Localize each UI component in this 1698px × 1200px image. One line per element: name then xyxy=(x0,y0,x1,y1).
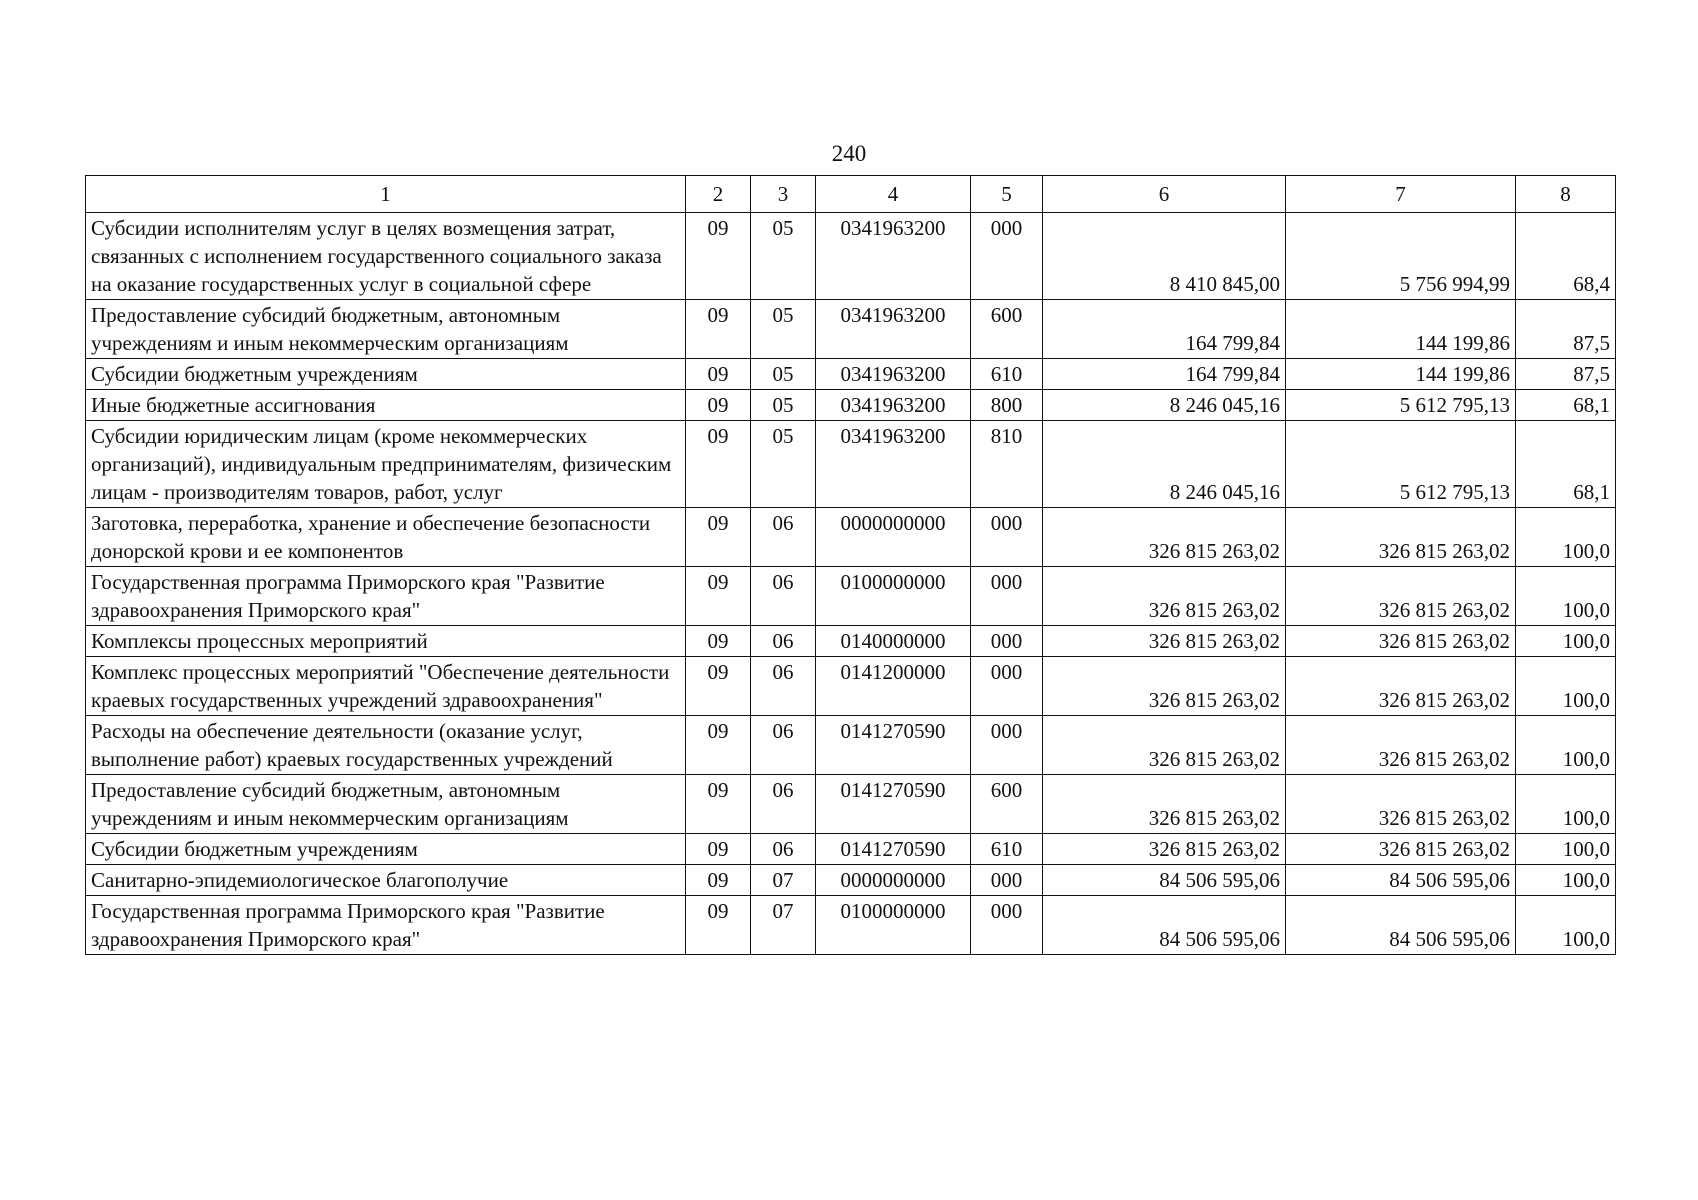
cell-section: 09 xyxy=(686,657,751,716)
cell-executed: 326 815 263,02 xyxy=(1286,716,1516,775)
cell-subsection: 06 xyxy=(751,657,816,716)
cell-section: 09 xyxy=(686,626,751,657)
cell-expense-type: 000 xyxy=(971,657,1043,716)
cell-target-article: 0141270590 xyxy=(816,834,971,865)
cell-percent: 100,0 xyxy=(1516,834,1616,865)
cell-expense-type: 810 xyxy=(971,421,1043,508)
table-row xyxy=(86,390,1616,421)
cell-planned: 8 246 045,16 xyxy=(1043,390,1286,421)
cell-expense-type: 000 xyxy=(971,567,1043,626)
cell-expense-type: 000 xyxy=(971,716,1043,775)
cell-name: Иные бюджетные ассигнования xyxy=(86,390,686,421)
cell-percent: 100,0 xyxy=(1516,567,1616,626)
cell-subsection: 05 xyxy=(751,213,816,300)
column-header-8: 8 xyxy=(1516,176,1616,213)
cell-percent: 100,0 xyxy=(1516,657,1616,716)
cell-target-article: 0000000000 xyxy=(816,865,971,896)
cell-executed: 326 815 263,02 xyxy=(1286,567,1516,626)
cell-target-article: 0141270590 xyxy=(816,775,971,834)
cell-target-article: 0100000000 xyxy=(816,896,971,955)
column-header-4: 4 xyxy=(816,176,971,213)
table-row xyxy=(86,834,1616,865)
cell-section: 09 xyxy=(686,300,751,359)
budget-table xyxy=(85,175,1616,955)
cell-planned: 164 799,84 xyxy=(1043,300,1286,359)
cell-planned: 326 815 263,02 xyxy=(1043,775,1286,834)
cell-percent: 100,0 xyxy=(1516,865,1616,896)
cell-executed: 326 815 263,02 xyxy=(1286,775,1516,834)
cell-planned: 326 815 263,02 xyxy=(1043,508,1286,567)
cell-executed: 144 199,86 xyxy=(1286,300,1516,359)
cell-percent: 100,0 xyxy=(1516,626,1616,657)
column-header-5: 5 xyxy=(971,176,1043,213)
cell-planned: 164 799,84 xyxy=(1043,359,1286,390)
cell-percent: 68,1 xyxy=(1516,421,1616,508)
table-row xyxy=(86,421,1616,508)
cell-executed: 326 815 263,02 xyxy=(1286,834,1516,865)
cell-section: 09 xyxy=(686,775,751,834)
cell-executed: 326 815 263,02 xyxy=(1286,626,1516,657)
cell-target-article: 0140000000 xyxy=(816,626,971,657)
cell-subsection: 06 xyxy=(751,508,816,567)
column-header-3: 3 xyxy=(751,176,816,213)
cell-section: 09 xyxy=(686,508,751,567)
cell-section: 09 xyxy=(686,390,751,421)
cell-subsection: 06 xyxy=(751,775,816,834)
table-header-row xyxy=(86,176,1616,213)
cell-planned: 84 506 595,06 xyxy=(1043,865,1286,896)
cell-percent: 68,4 xyxy=(1516,213,1616,300)
cell-expense-type: 600 xyxy=(971,300,1043,359)
cell-section: 09 xyxy=(686,896,751,955)
table-row xyxy=(86,865,1616,896)
cell-executed: 84 506 595,06 xyxy=(1286,896,1516,955)
cell-planned: 326 815 263,02 xyxy=(1043,716,1286,775)
cell-expense-type: 000 xyxy=(971,213,1043,300)
cell-percent: 100,0 xyxy=(1516,716,1616,775)
cell-executed: 5 612 795,13 xyxy=(1286,421,1516,508)
cell-section: 09 xyxy=(686,834,751,865)
cell-subsection: 05 xyxy=(751,421,816,508)
cell-subsection: 07 xyxy=(751,865,816,896)
cell-target-article: 0341963200 xyxy=(816,300,971,359)
column-header-1: 1 xyxy=(86,176,686,213)
cell-planned: 326 815 263,02 xyxy=(1043,626,1286,657)
cell-name: Расходы на обеспечение деятельности (оказание услуг, выполнение работ) краевых государственных учреждений xyxy=(86,716,686,775)
cell-planned: 326 815 263,02 xyxy=(1043,657,1286,716)
cell-name: Субсидии юридическим лицам (кроме некоммерческих организаций), индивидуальным предпринимателям, физическим лицам - производителям товаров, работ, услуг xyxy=(86,421,686,508)
cell-executed: 5 756 994,99 xyxy=(1286,213,1516,300)
cell-planned: 8 246 045,16 xyxy=(1043,421,1286,508)
cell-section: 09 xyxy=(686,716,751,775)
cell-subsection: 06 xyxy=(751,626,816,657)
cell-target-article: 0100000000 xyxy=(816,567,971,626)
cell-executed: 326 815 263,02 xyxy=(1286,508,1516,567)
table-body xyxy=(86,213,1616,955)
table-row xyxy=(86,657,1616,716)
cell-name: Государственная программа Приморского края "Развитие здравоохранения Приморского края" xyxy=(86,567,686,626)
cell-expense-type: 610 xyxy=(971,359,1043,390)
cell-percent: 68,1 xyxy=(1516,390,1616,421)
cell-percent: 87,5 xyxy=(1516,359,1616,390)
cell-executed: 144 199,86 xyxy=(1286,359,1516,390)
cell-section: 09 xyxy=(686,567,751,626)
cell-target-article: 0341963200 xyxy=(816,390,971,421)
cell-name: Санитарно-эпидемиологическое благополучие xyxy=(86,865,686,896)
cell-name: Государственная программа Приморского края "Развитие здравоохранения Приморского края" xyxy=(86,896,686,955)
cell-subsection: 07 xyxy=(751,896,816,955)
page-number: 240 xyxy=(831,141,867,166)
cell-expense-type: 800 xyxy=(971,390,1043,421)
cell-expense-type: 000 xyxy=(971,896,1043,955)
cell-subsection: 06 xyxy=(751,716,816,775)
cell-planned: 326 815 263,02 xyxy=(1043,567,1286,626)
cell-name: Предоставление субсидий бюджетным, автономным учреждениям и иным некоммерческим организациям xyxy=(86,300,686,359)
table-row xyxy=(86,775,1616,834)
cell-subsection: 06 xyxy=(751,567,816,626)
cell-section: 09 xyxy=(686,865,751,896)
column-header-2: 2 xyxy=(686,176,751,213)
cell-executed: 5 612 795,13 xyxy=(1286,390,1516,421)
cell-executed: 326 815 263,02 xyxy=(1286,657,1516,716)
cell-percent: 100,0 xyxy=(1516,508,1616,567)
table-row xyxy=(86,508,1616,567)
cell-target-article: 0341963200 xyxy=(816,213,971,300)
cell-name: Комплексы процессных мероприятий xyxy=(86,626,686,657)
cell-name: Субсидии исполнителям услуг в целях возмещения затрат, связанных с исполнением государственного социального заказа на оказание государственных услуг в социальной сфере xyxy=(86,213,686,300)
cell-subsection: 05 xyxy=(751,300,816,359)
table-row xyxy=(86,567,1616,626)
cell-section: 09 xyxy=(686,359,751,390)
cell-section: 09 xyxy=(686,213,751,300)
table-row xyxy=(86,300,1616,359)
cell-expense-type: 610 xyxy=(971,834,1043,865)
cell-planned: 8 410 845,00 xyxy=(1043,213,1286,300)
cell-executed: 84 506 595,06 xyxy=(1286,865,1516,896)
cell-planned: 326 815 263,02 xyxy=(1043,834,1286,865)
table-row xyxy=(86,213,1616,300)
cell-target-article: 0341963200 xyxy=(816,359,971,390)
cell-planned: 84 506 595,06 xyxy=(1043,896,1286,955)
cell-percent: 100,0 xyxy=(1516,775,1616,834)
cell-target-article: 0141200000 xyxy=(816,657,971,716)
cell-name: Заготовка, переработка, хранение и обеспечение безопасности донорской крови и ее компонентов xyxy=(86,508,686,567)
cell-target-article: 0141270590 xyxy=(816,716,971,775)
cell-expense-type: 600 xyxy=(971,775,1043,834)
cell-percent: 87,5 xyxy=(1516,300,1616,359)
cell-subsection: 06 xyxy=(751,834,816,865)
cell-subsection: 05 xyxy=(751,359,816,390)
cell-target-article: 0000000000 xyxy=(816,508,971,567)
column-header-6: 6 xyxy=(1043,176,1286,213)
cell-percent: 100,0 xyxy=(1516,896,1616,955)
table-row xyxy=(86,896,1616,955)
table-row xyxy=(86,716,1616,775)
cell-expense-type: 000 xyxy=(971,508,1043,567)
cell-name: Субсидии бюджетным учреждениям xyxy=(86,834,686,865)
cell-expense-type: 000 xyxy=(971,865,1043,896)
cell-expense-type: 000 xyxy=(971,626,1043,657)
table-row xyxy=(86,359,1616,390)
cell-target-article: 0341963200 xyxy=(816,421,971,508)
table-row xyxy=(86,626,1616,657)
cell-name: Субсидии бюджетным учреждениям xyxy=(86,359,686,390)
cell-subsection: 05 xyxy=(751,390,816,421)
cell-name: Предоставление субсидий бюджетным, автономным учреждениям и иным некоммерческим организациям xyxy=(86,775,686,834)
cell-name: Комплекс процессных мероприятий "Обеспечение деятельности краевых государственных учреждений здравоохранения" xyxy=(86,657,686,716)
column-header-7: 7 xyxy=(1286,176,1516,213)
cell-section: 09 xyxy=(686,421,751,508)
